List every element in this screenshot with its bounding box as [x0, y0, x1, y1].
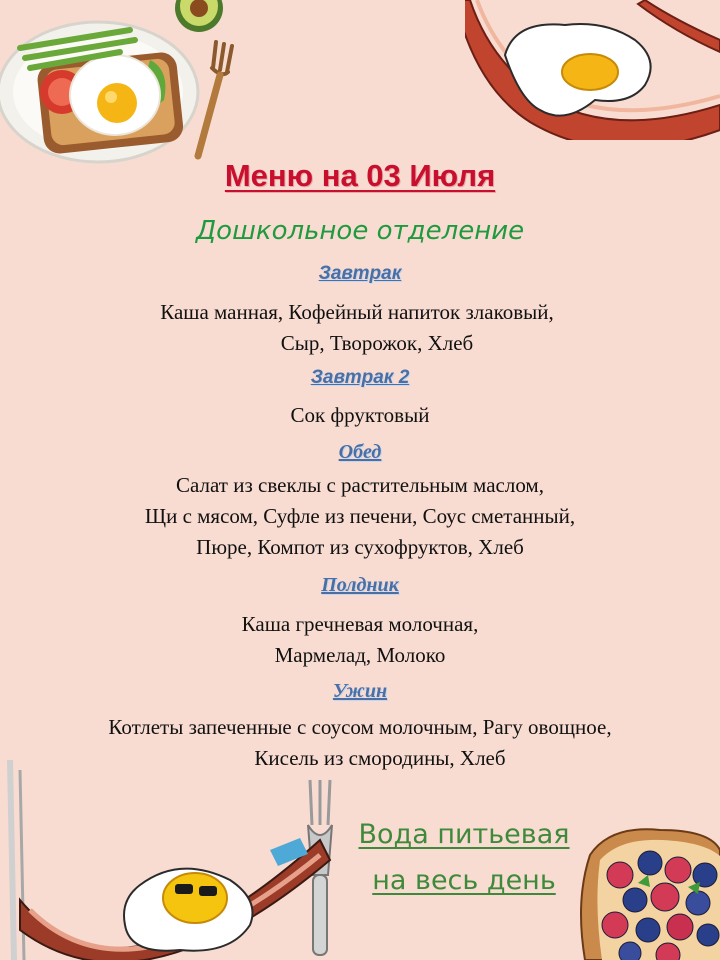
page-title: Меню на 03 Июля [224, 158, 496, 193]
meal-heading-breakfast: Завтрак [318, 263, 402, 284]
menu-line: Каша гречневая молочная, [241, 612, 479, 636]
avocado-icon [172, 0, 226, 34]
meal-items-lunch [0, 470, 720, 563]
bacon-egg-illustration [465, 0, 720, 140]
menu-line: Котлеты запеченные с соусом молочным, Рагу овощное, [108, 715, 612, 739]
meal-heading-second-breakfast: Завтрак 2 [310, 367, 410, 388]
water-note [342, 812, 586, 904]
menu-line: Кисель из смородины, Хлеб [254, 746, 506, 770]
menu-line: Салат из свеклы с растительным маслом, [176, 473, 544, 497]
hammock-egg-illustration [0, 760, 350, 960]
meal-items-second-breakfast [0, 400, 720, 431]
menu-line: Каша манная, Кофейный напиток злаковый, [160, 300, 554, 324]
menu-line: Сыр, Творожок, Хлеб [280, 331, 474, 355]
water-line: Вода питьевая [358, 819, 570, 850]
menu-line: Пюре, Компот из сухофруктов, Хлеб [196, 535, 524, 559]
meal-items-snack [0, 609, 720, 671]
menu-line: Мармелад, Молоко [274, 643, 446, 667]
water-line: на весь день [372, 865, 556, 896]
menu-line: Сок фруктовый [290, 403, 430, 427]
meal-heading-snack: Полдник [321, 574, 399, 596]
berry-toast-illustration [580, 815, 720, 960]
fork-icon [190, 40, 240, 160]
meal-heading-dinner: Ужин [332, 680, 388, 702]
meal-items-breakfast [0, 297, 717, 359]
menu-line: Щи с мясом, Суфле из печени, Соус сметанный, [144, 504, 576, 528]
meal-heading-lunch: Обед [338, 441, 382, 463]
page-subtitle: Дошкольное отделение [195, 216, 525, 246]
